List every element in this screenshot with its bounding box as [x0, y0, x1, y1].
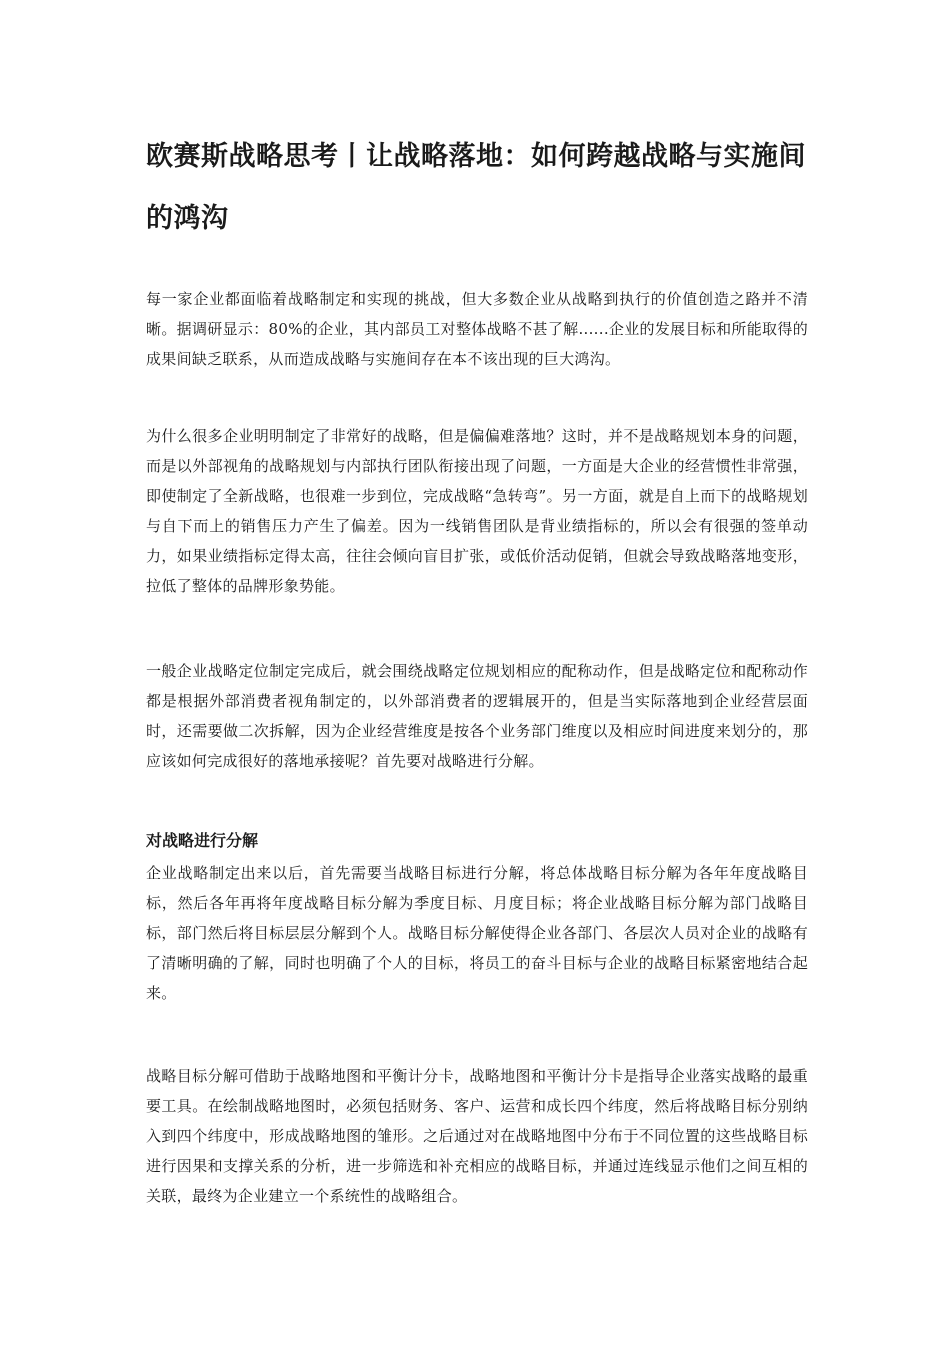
paragraph-why-hard: 为什么很多企业明明制定了非常好的战略，但是偏偏难落地？这时，并不是战略规划本身的问题，而是以外部视角的战略规划与内部执行团队衔接出现了问题，一方面是大企业的经营惯性非常强，即使制定了全新战略，也很难一步到位，完成战略“急转弯”。另一方面，就是自上而下的战略规划与自下而上的销售压力产生了偏差。因为一线销售团队是背业绩指标的，所以会有很强的签单动力，如果业绩指标定得太高，往往会倾向盲目扩张，或低价活动促销，但就会导致战略落地变形，拉低了整体的品牌形象势能。 — [146, 427, 808, 595]
section-heading: 对战略进行分解 — [146, 831, 259, 850]
paragraph-strategy-map: 战略目标分解可借助于战略地图和平衡计分卡，战略地图和平衡计分卡是指导企业落实战略的最重要工具。在绘制战略地图时，必须包括财务、客户、运营和成长四个纬度，然后将战略目标分别纳入到四个纬度中，形成战略地图的雏形。之后通过对在战略地图中分布于不同位置的这些战略目标进行因果和支撑关系的分析，进一步筛选和补充相应的战略目标，并通过连线显示他们之间互相的关联，最终为企业建立一个系统性的战略组合。 — [146, 1067, 808, 1205]
paragraph-intro: 每一家企业都面临着战略制定和实现的挑战，但大多数企业从战略到执行的价值创造之路并不清晰。据调研显示：80%的企业，其内部员工对整体战略不甚了解......企业的发展目标和所能取得的成果间缺乏联系，从而造成战略与实施间存在本不该出现的巨大鸿沟。 — [146, 290, 808, 368]
paragraph-positioning: 一般企业战略定位制定完成后，就会围绕战略定位规划相应的配称动作，但是战略定位和配称动作都是根据外部消费者视角制定的，以外部消费者的逻辑展开的，但是当实际落地到企业经营层面时，还需要做二次拆解，因为企业经营维度是按各个业务部门维度以及相应时间进度来划分的，那应该如何完成很好的落地承接呢？首先要对战略进行分解。 — [146, 662, 808, 770]
paragraph-decomposition: 企业战略制定出来以后，首先需要当战略目标进行分解，将总体战略目标分解为各年年度战略目标，然后各年再将年度战略目标分解为季度目标、月度目标；将企业战略目标分解为部门战略目标，部门然后将目标层层分解到个人。战略目标分解使得企业各部门、各层次人员对企业的战略有了清晰明确的了解，同时也明确了个人的目标，将员工的奋斗目标与企业的战略目标紧密地结合起来。 — [146, 864, 808, 1002]
article-title: 欧赛斯战略思考丨让战略落地：如何跨越战略与实施间的鸿沟 — [146, 141, 806, 234]
